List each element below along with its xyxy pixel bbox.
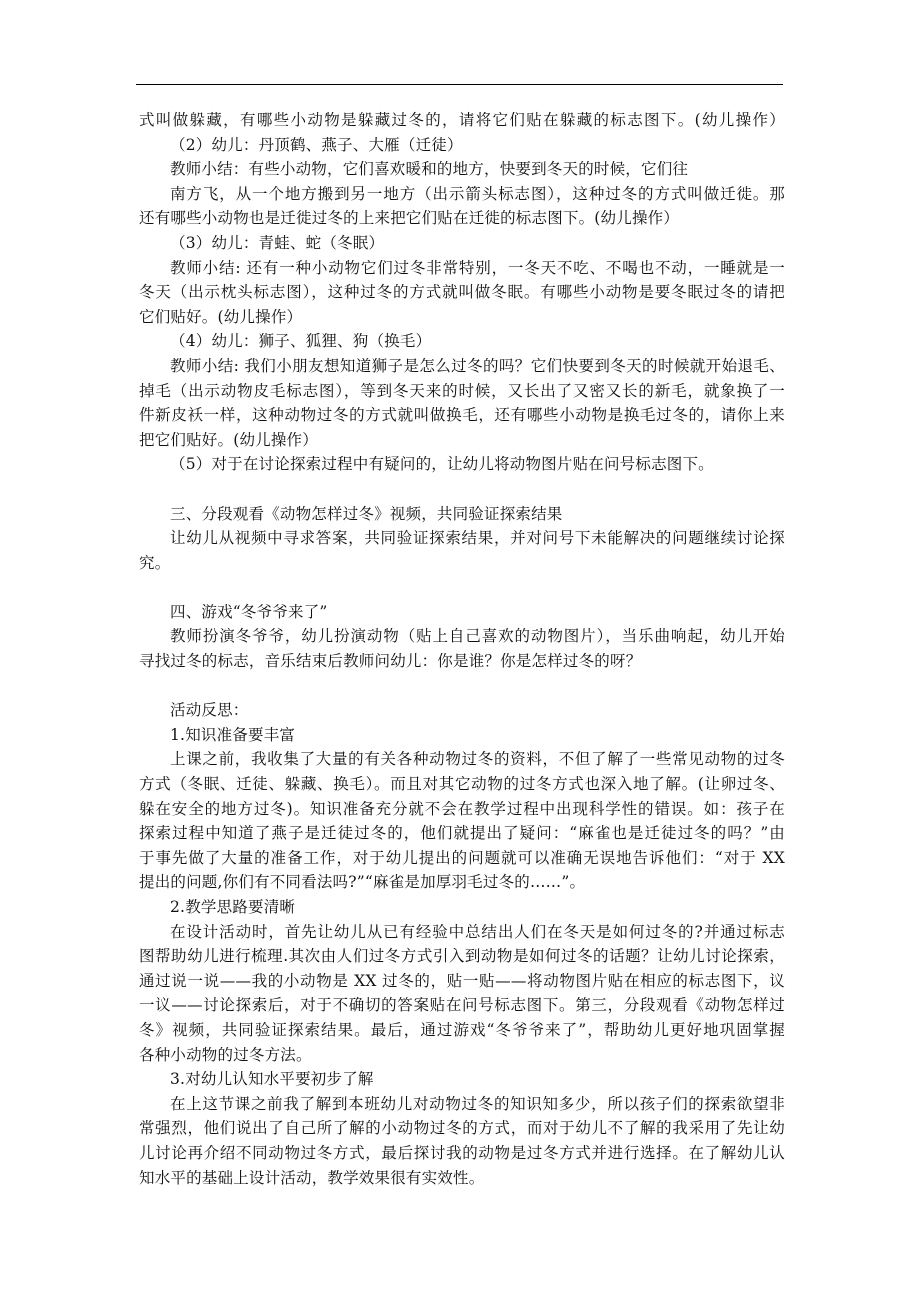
- text-line: （4）幼儿：狮子、狐狸、狗（换毛）: [170, 332, 432, 351]
- text-line: 方式（冬眠、迁徒、躲藏、换毛）。而且对其它动物的过冬方式也深入地了解。(让卵过冬、: [139, 775, 785, 794]
- text-line: 冬》视频，共同验证探索结果。最后，通过游戏“冬爷爷来了”，帮助幼儿更好地巩固掌握: [139, 1020, 785, 1039]
- paragraph-gap: [139, 477, 785, 502]
- text-line: 在设计活动时，首先让幼儿从已有经验中总结出人们在冬天是如何过冬的?并通过标志: [170, 922, 785, 941]
- text-line: （2）幼儿：丹顶鹤、燕子、大雁（迁徒）: [170, 135, 463, 154]
- text-line: （3）幼儿：青蛙、蛇（冬眠）: [170, 233, 385, 252]
- text-line: 一议——讨论探索后，对于不确切的答案贴在问号标志图下。第三，分段观看《动物怎样过: [139, 996, 785, 1015]
- text-line: 知水平的基础上设计活动，教学效果很有实效性。: [139, 1168, 485, 1187]
- text-line: 究。: [139, 553, 171, 572]
- text-line: 件新皮袄一样，这种动物过冬的方式就叫做换毛，还有哪些小动物是换毛过冬的，请你上来: [139, 406, 785, 425]
- subsection-heading: 3.对幼儿认知水平要初步了解: [170, 1070, 374, 1089]
- text-line: 寻找过冬的标志，音乐结束后教师问幼儿：你是谁？你是怎样过冬的呀？: [139, 652, 642, 671]
- text-line: 儿讨论再介绍不同动物过冬方式，最后探讨我的动物是过冬方式并进行选择。在了解幼儿认: [139, 1143, 785, 1162]
- text-line: 还有哪些小动物也是迁徙过冬的上来把它们贴在迁徙的标志图下。(幼儿操作）: [139, 209, 680, 228]
- text-line: 掉毛（出示动物皮毛标志图），等到冬天来的时候，又长出了又密又长的新毛，就象换了一: [139, 381, 785, 400]
- paragraph-gap: [139, 575, 785, 600]
- text-line: 常强烈，他们说出了自己所了解的小动物过冬的方式，而对于幼儿不了解的我采用了先让幼: [139, 1119, 785, 1138]
- text-line: 让幼儿从视频中寻求答案，共同验证探索结果，并对问号下未能解决的问题继续讨论探: [170, 529, 785, 548]
- section-heading: 三、分段观看《动物怎样过冬》视频，共同验证探索结果: [170, 504, 563, 523]
- text-line: 把它们贴好。(幼儿操作）: [139, 430, 318, 449]
- subsection-heading: 2.教学思路要清晰: [170, 898, 296, 916]
- text-line: （5）对于在讨论探索过程中有疑问的，让幼儿将动物图片贴在问号标志图下。: [170, 455, 714, 474]
- text-line: 上课之前，我收集了大量的有关各种动物过冬的资料，不但了解了一些常见动物的过冬: [170, 750, 785, 769]
- text-line: 躲在安全的地方过冬)。知识准备充分就不会在教学过程中出现科学性的错误。如：孩子在: [139, 799, 785, 818]
- text-line: 教师扮演冬爷爷，幼儿扮演动物（贴上自己喜欢的动物图片），当乐曲响起，幼儿开始: [170, 627, 785, 646]
- section-heading: 四、游戏“冬爷爷来了”: [170, 602, 328, 621]
- section-heading: 活动反思：: [170, 701, 249, 720]
- text-line: 南方飞，从一个地方搬到另一地方（出示箭头标志图），这种过冬的方式叫做迁徙。那: [170, 184, 785, 203]
- text-line: 冬天（出示枕头标志图），这种过冬的方式就叫做冬眠。有哪些小动物是要冬眠过冬的请把: [139, 283, 785, 302]
- text-line: 在上这节课之前我了解到本班幼儿对动物过冬的知识知多少，所以孩子们的探索欲望非: [170, 1094, 785, 1113]
- text-line: 教师小结: 我们小朋友想知道狮子是怎么过冬的吗？它们快要到冬天的时候就开始退毛、: [170, 356, 785, 375]
- text-line: 各种小动物的过冬方法。: [139, 1045, 312, 1064]
- text-line: 教师小结: 还有一种小动物它们过冬非常特别，一冬天不吃、不喝也不动，一睡就是一: [170, 258, 785, 277]
- subsection-heading: 1.知识准备要丰富: [170, 725, 296, 744]
- text-line: 于事先做了大量的准备工作，对于幼儿提出的问题就可以准确无误地告诉他们：“对于 XX: [139, 848, 785, 867]
- text-line: 提出的问题,你们有不同看法吗?”“麻雀是加厚羽毛过冬的……”。: [139, 873, 586, 892]
- text-line: 式叫做躲藏，有哪些小动物是躲藏过冬的，请将它们贴在躲藏的标志图下。(幼儿操作）: [139, 111, 785, 129]
- text-line: 图帮助幼儿进行梳理.其次由人们过冬方式引入到动物是如何过冬的话题？让幼儿讨论探索，: [139, 947, 785, 966]
- text-line: 它们贴好。(幼儿操作）: [139, 307, 303, 326]
- text-line: 教师小结：有些小动物，它们喜欢暖和的地方，快要到冬天的时候，它们往: [170, 160, 689, 179]
- paragraph-gap: [139, 674, 785, 699]
- text-line: 探索过程中知道了燕子是迁徒过冬的，他们就提出了疑问：“麻雀也是迁徒过冬的吗？”由: [139, 824, 785, 843]
- header-rule: [136, 84, 783, 85]
- body-text: [139, 108, 785, 1190]
- text-line: 通过说一说——我的小动物是 XX 过冬的，贴一贴——将动物图片贴在相应的标志图下，议: [139, 971, 785, 990]
